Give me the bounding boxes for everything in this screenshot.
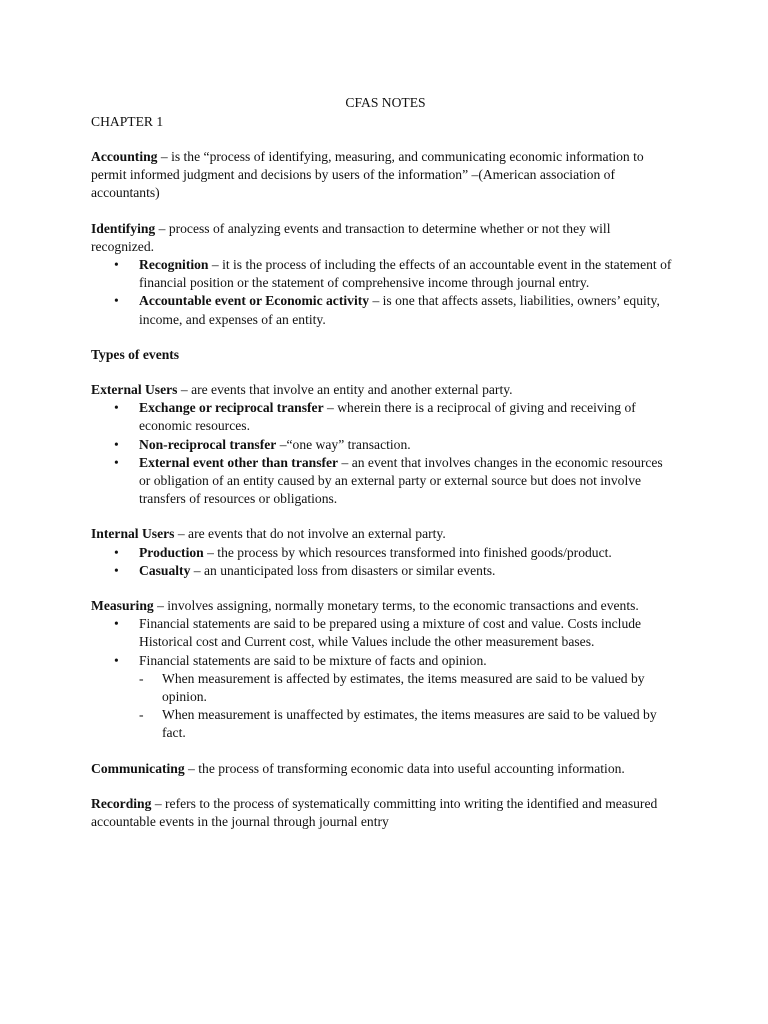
list-item <box>91 256 676 292</box>
measuring-text: – involves assigning, normally monetary terms, to the economic transactions and events. <box>153 598 639 614</box>
external-text: – are events that involve an entity and another external party. <box>177 382 513 398</box>
communicating-definition <box>91 760 676 778</box>
identifying-definition <box>91 220 676 256</box>
term-non-reciprocal: Non-reciprocal transfer <box>139 436 277 452</box>
measuring-definition <box>91 597 676 615</box>
term-external-users: External Users <box>91 382 178 398</box>
communicating-text: – the process of transforming economic data into useful accounting information. <box>184 760 625 776</box>
types-heading-text: Types of events <box>91 346 180 362</box>
non-reciprocal-text: –“one way” transaction. <box>276 436 411 452</box>
term-accounting: Accounting <box>91 149 158 164</box>
term-casualty: Casualty <box>139 562 191 578</box>
accountable-event-text: – is one that affects assets, liabilities, owners’ equity, income, and expenses of an entity. <box>139 293 660 327</box>
accounting-definition <box>91 148 676 203</box>
term-recording: Recording <box>91 795 152 811</box>
external-list <box>91 399 676 508</box>
term-external-event: External event other than transfer <box>139 454 339 470</box>
types-heading <box>91 346 676 364</box>
list-item <box>91 292 676 328</box>
recording-definition <box>91 795 676 831</box>
term-recognition: Recognition <box>139 257 209 273</box>
term-exchange: Exchange or reciprocal transfer <box>139 400 324 416</box>
recognition-text: – it is the process of including the effects of an accountable event in the statement of financial position or the statement of comprehensive income through journal entry. <box>139 257 672 291</box>
identifying-list <box>91 256 676 329</box>
list-item <box>91 562 676 580</box>
list-item: • Financial statements are said to be mixture of facts and opinion. <box>91 652 676 670</box>
casualty-text: – an unanticipated loss from disasters or similar events. <box>190 562 496 578</box>
list-item <box>91 454 676 509</box>
list-item: - When measurement is affected by estimates, the items measured are said to be valued by opinion. <box>91 670 676 706</box>
chapter-heading: CHAPTER 1 <box>91 114 164 129</box>
measuring-list <box>91 615 676 670</box>
list-item: - When measurement is unaffected by estimates, the items measures are said to be valued by fact. <box>91 706 676 742</box>
internal-list <box>91 544 676 580</box>
term-identifying: Identifying <box>91 220 156 236</box>
internal-text: – are events that do not involve an external party. <box>174 526 446 542</box>
term-accountable-event: Accountable event or Economic activity <box>139 293 370 309</box>
list-item <box>91 436 676 454</box>
identifying-text: – process of analyzing events and transaction to determine whether or not they will recognized. <box>91 220 611 254</box>
production-text: – the process by which resources transformed into finished goods/product. <box>203 544 612 560</box>
term-communicating: Communicating <box>91 760 185 776</box>
accounting-text: – is the “process of identifying, measuring, and communicating economic information to permit informed judgment and decisions by users of the information” –(American association of accountants) <box>91 149 644 201</box>
measuring-sublist <box>91 670 676 743</box>
recording-text: – refers to the process of systematically committing into writing the identified and measured accountable events in the journal through journal entry <box>91 795 658 830</box>
term-measuring: Measuring <box>91 598 154 614</box>
list-item <box>91 399 676 435</box>
term-production: Production <box>139 544 204 560</box>
term-internal-users: Internal Users <box>91 526 175 542</box>
external-event-text: – an event that involves changes in the economic resources or obligation of an entity caused by an external party or external source but does not involve transfers of resources or obligations. <box>139 454 663 507</box>
list-item: • Financial statements are said to be prepared using a mixture of cost and value. Costs include Historical cost and Current cost, while Values include the other measurement bases. <box>91 615 676 651</box>
exchange-text: – wherein there is a reciprocal of giving and receiving of economic resources. <box>139 400 636 434</box>
document-title: CFAS NOTES <box>345 95 426 110</box>
list-item <box>91 544 676 562</box>
internal-definition <box>91 525 676 543</box>
external-definition <box>91 381 676 399</box>
